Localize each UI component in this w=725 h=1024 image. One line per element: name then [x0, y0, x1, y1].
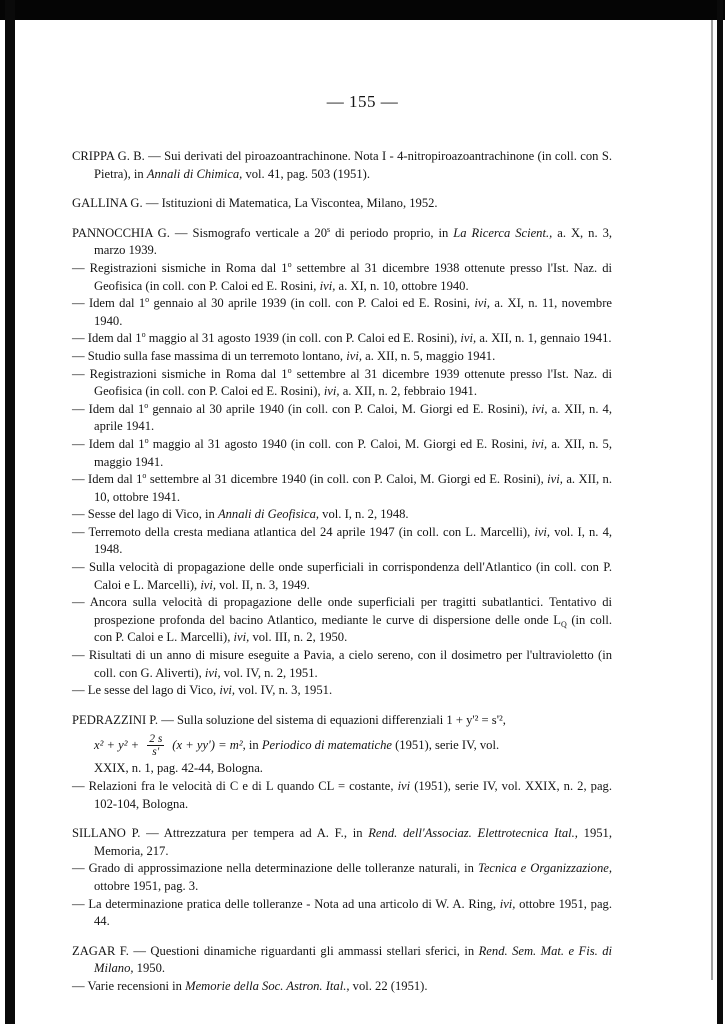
author-name: CRIPPA G. B.	[72, 149, 145, 163]
bibliography	[72, 148, 612, 996]
bib-entry-sillano: SILLANO P. — Attrezzatura per tempera ad A. F., in Rend. dell'Associaz. Elettrotecnica Ital., 1951, Memoria, 217.	[72, 826, 612, 858]
bib-item: — Terremoto della cresta mediana atlantica del 24 aprile 1947 (in coll. con L. Marcelli), ivi, vol. I, n. 4, 1948.	[72, 524, 613, 557]
equation-line: x² + y² + $\frac{2 s}{s'}$ (x + yy') = m² , in Periodico di matematiche (1951), serie IV, vol.	[94, 733, 500, 759]
author-name: PEDRAZZINI P.	[72, 712, 159, 727]
bib-item: — Idem dal 1$^o$ gennaio al 30 aprile 1940 (in coll. con P. Caloi, M. Giorgi ed E. Rosini), ivi, a. XII, n. 4, aprile 1941.	[72, 400, 612, 434]
equation-fraction: $\frac{2 s}{s'}$	[149, 733, 163, 759]
bib-entry-pannocchia: PANNOCCHIA G. — Sismografo verticale a 20$^s$ di periodo proprio, in La Ricerca Scient., a. X, n. 3, marzo 1939.	[72, 224, 613, 258]
scan-top-border	[0, 0, 725, 20]
scan-right-shadow	[711, 20, 713, 980]
scan-left-border	[5, 0, 15, 1024]
author-name: SILLANO P.	[72, 826, 141, 841]
bib-item: — Idem dal 1$^o$ maggio al 31 agosto 1940 (in coll. con P. Caloi, M. Giorgi ed E. Rosini, ivi, a. XII, n. 5, maggio 1941.	[72, 435, 612, 469]
bib-item: — Relazioni fra le velocità di C e di L quando CL = costante, ivi (1951), serie IV, vol. XXIX, n. 2, pag. 102-104, Bologna.	[72, 779, 612, 811]
equation-rhs: (x + yy') = m²	[172, 738, 243, 753]
bib-item: — Sulla velocità di propagazione delle onde superficiali in corrispondenza dell'Atlantico (in coll. con P. Caloi e L. Marcelli), ivi, vol. II, n. 3, 1949.	[72, 560, 612, 592]
scan-right-border	[717, 0, 723, 1024]
bib-entry-crippa: CRIPPA G. B. — Sui derivati del piroazoantrachinone. Nota I - 4-nitropiroazoantrachinone (in coll. con S. Pietra), in Annali di Chimica, vol. 41, pag. 503 (1951).	[72, 149, 612, 181]
bib-item: — Idem dal 1$^o$ gennaio al 30 aprile 1939 (in coll. con P. Caloi ed E. Rosini, ivi, a. XI, n. 11, novembre 1940.	[72, 295, 612, 328]
bib-entry-gallina: GALLINA G. — Istituzioni di Matematica, La Viscontea, Milano, 1952.	[72, 196, 438, 211]
bib-item: — La determinazione pratica delle tolleranze - Nota ad una articolo di W. A. Ring, ivi, ottobre 1951, pag. 44.	[72, 896, 612, 929]
bib-item: — Ancora sulla velocità di propagazione delle onde superficiali per tragitti subatlantici. Tentativo di prospezione profonda del bacino Atlantico, mediante le curve di dispersione delle onde $L_Q$ (in coll. con P. Caloi e L. Marcelli), ivi, vol. III, n. 2, 1950.	[72, 595, 612, 645]
bib-item: — Sesse del lago di Vico, in Annali di Geofisica, vol. I, n. 2, 1948.	[72, 507, 409, 522]
author-name: ZAGAR F.	[72, 943, 129, 958]
author-name: GALLINA G.	[72, 196, 143, 211]
journal-title: Periodico di matematiche	[261, 738, 392, 753]
bib-continuation: XXIX, n. 1, pag. 42-44, Bologna.	[94, 761, 263, 776]
bib-entry-zagar: ZAGAR F. — Questioni dinamiche riguardanti gli ammassi stellari sferici, in Rend. Sem. Mat. e Fis. di Milano, 1950.	[72, 943, 612, 976]
bib-item: — Idem dal 1$^o$ maggio al 31 agosto 1939 (in coll. con P. Caloi ed E. Rosini), ivi, a. XII, n. 1, gennaio 1941.	[72, 330, 612, 346]
bib-item: — Varie recensioni in Memorie della Soc. Astron. Ital., vol. 22 (1951).	[72, 978, 428, 993]
bib-item: — Registrazioni sismiche in Roma dal 1$^o$ settembre al 31 dicembre 1938 ottenute presso l'Ist. Naz. di Geofisica (in coll. con P. Caloi ed E. Rosini, ivi, a. XI, n. 10, ottobre 1940.	[72, 259, 612, 293]
bib-item: — Le sesse del lago di Vico, ivi, vol. IV, n. 3, 1951.	[72, 683, 333, 698]
bib-item: — Studio sulla fase massima di un terremoto lontano, ivi, a. XII, n. 5, maggio 1941.	[72, 348, 496, 363]
bib-item: — Grado di approssimazione nella determinazione delle tolleranze naturali, in Tecnica e Organizzazione, ottobre 1951, pag. 3.	[72, 861, 612, 893]
bib-entry-pedrazzini: PEDRAZZINI P. — Sulla soluzione del sistema di equazioni differenziali 1 + y'² = s'²,	[72, 712, 506, 727]
bib-item: — Idem dal 1$^o$ settembre al 31 dicembre 1940 (in coll. con P. Caloi, M. Giorgi ed E. Rosini), ivi, a. XII, n. 10, ottobre 1941.	[72, 471, 612, 504]
bib-item: — Risultati di un anno di misure eseguite a Pavia, a cielo sereno, con il dosimetro per l'ultravioletto (in coll. con G. Aliverti), ivi, vol. IV, n. 2, 1951.	[72, 648, 612, 680]
equation-lhs: x² + y² +	[94, 738, 140, 753]
author-name: PANNOCCHIA G.	[72, 225, 170, 240]
bib-item: — Registrazioni sismiche in Roma dal 1$^o$ settembre al 31 dicembre 1939 ottenute presso l'Ist. Naz. di Geofisica (in coll. con P. Caloi ed E. Rosini), ivi, a. XII, n. 2, febbraio 1941.	[72, 365, 612, 399]
page-number: — 155 —	[326, 92, 399, 111]
